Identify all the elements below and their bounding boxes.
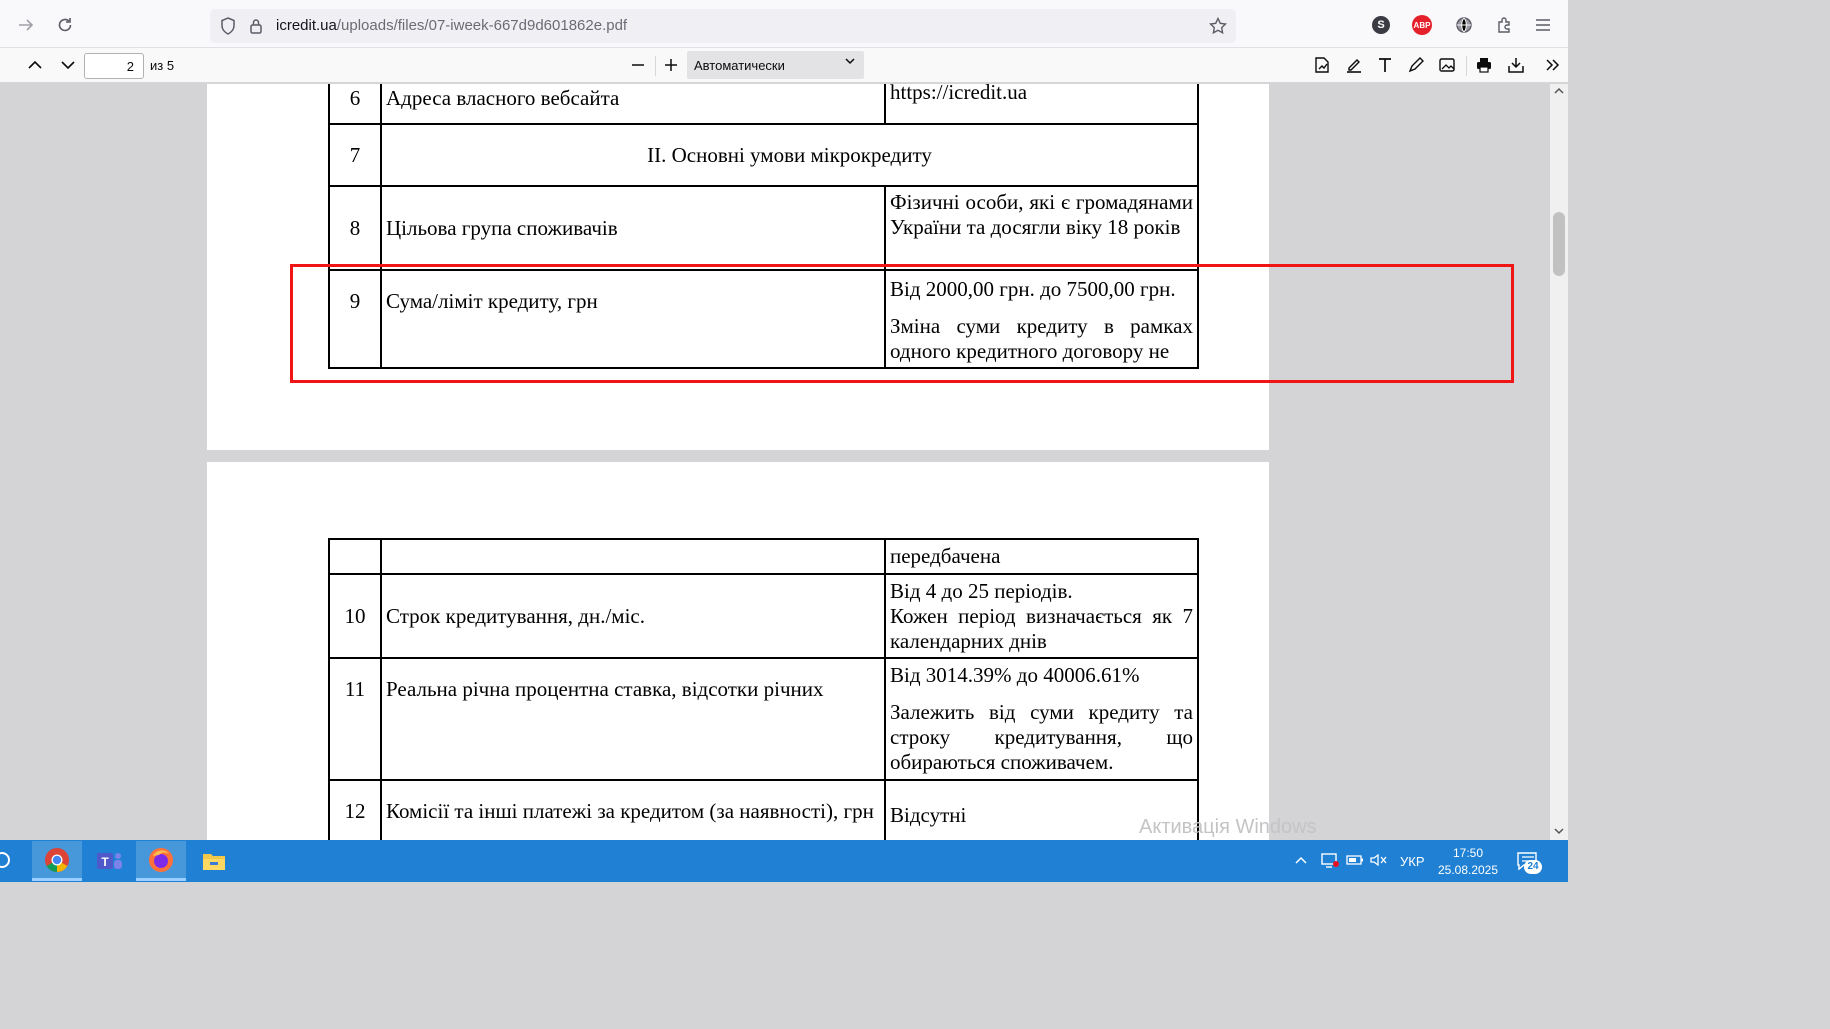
file-explorer-taskbar-icon[interactable] [189,841,239,881]
row-value [885,574,1198,658]
clock[interactable] [1437,845,1499,879]
battery-icon[interactable] [1346,852,1364,873]
draw-icon[interactable] [1402,51,1430,79]
previous-page-icon[interactable] [21,51,49,79]
row-number: 7 [329,124,381,186]
svg-text:T: T [101,855,109,869]
row-number: 10 [329,574,381,658]
row-number: 12 [329,780,381,840]
red-highlight-box [290,264,1514,383]
input-language[interactable]: УКР [1400,854,1425,869]
url-domain: icredit.ua [276,17,337,34]
row-number: 11 [329,658,381,780]
scroll-up-icon[interactable] [1553,86,1565,99]
chevron-down-icon [844,55,856,70]
url-text [276,17,627,34]
edit-signature-icon[interactable] [1308,51,1336,79]
table-row [329,658,1198,780]
windows-taskbar [0,840,1568,882]
section-heading: ІІ. Основні умови мікрокредиту [381,124,1198,186]
value-text: Зміна суми кредиту в рамках одного кредитного договору не [890,313,1193,363]
more-tools-icon[interactable] [1538,51,1566,79]
toolbar-divider [1466,56,1467,76]
row-value [885,186,1198,270]
value-text: Кожен період визначається як 7 календарних днів [890,603,1193,653]
value-text: Залежить від суми кредиту та строку кредитування, що обираються споживачем. [890,700,1193,774]
reload-icon[interactable] [51,11,79,39]
row-value [885,539,1198,574]
value-text: Від 3014.39% до 40006.61% [890,663,1140,687]
volume-muted-icon[interactable] [1369,852,1389,873]
save-download-icon[interactable] [1502,51,1530,79]
lock-icon[interactable] [242,12,270,40]
forward-icon[interactable] [12,11,40,39]
extensions-puzzle-icon[interactable] [1491,11,1519,39]
row-number: 6 [329,84,381,124]
row-value [885,84,1198,124]
account-avatar[interactable] [1367,11,1395,39]
teams-taskbar-icon[interactable] [84,841,134,881]
clock-date: 25.08.2025 [1437,863,1499,877]
row-label: Цільова група споживачів [381,186,885,270]
conditions-table [328,538,1199,840]
url-bar[interactable] [210,9,1236,43]
value-text: Фізичні особи, які є громадянами України та досягли віку 18 років [890,190,1193,239]
value-text: Відсутні [890,802,967,827]
value-text: https://icredit.ua [890,84,1028,104]
table-row [329,84,1198,124]
table-row [329,574,1198,658]
chevron-up-icon[interactable] [1294,853,1308,871]
pdf-page [207,462,1269,840]
zoom-value: Автоматически [694,58,785,73]
zoom-in-icon[interactable] [657,51,685,79]
bookmark-star-icon[interactable] [1204,12,1232,40]
value-text: Від 2000,00 грн. до 7500,00 грн. [890,276,1176,301]
windows-activation-watermark [1139,816,1509,840]
table-row [329,539,1198,574]
table-row [329,780,1198,840]
row-label [381,539,885,574]
network-icon[interactable] [1320,851,1340,874]
pdf-toolbar [0,48,1568,83]
row-label: Сума/ліміт кредиту, грн [381,270,885,368]
menu-icon[interactable] [1529,11,1557,39]
vertical-scrollbar[interactable] [1550,84,1568,840]
value-text: Від 4 до 25 періодів. [890,578,1073,603]
notifications-icon[interactable] [1516,850,1540,877]
print-icon[interactable] [1470,51,1498,79]
watermark-title: Активація Windows [1139,816,1317,838]
globe-extension-icon[interactable] [1450,11,1478,39]
shield-icon[interactable] [214,12,242,40]
zoom-select[interactable] [687,51,864,79]
zoom-out-icon[interactable] [624,51,652,79]
highlight-icon[interactable] [1340,51,1368,79]
row-number: 9 [329,270,381,368]
row-label: Адреса власного вебсайта [381,84,885,124]
url-path: /uploads/files/07-iweek-667d9d601862e.pdf [336,17,628,34]
page-count-label: из 5 [150,58,175,73]
add-image-icon[interactable] [1433,51,1461,79]
pdf-viewer[interactable] [0,84,1550,840]
toolbar-divider [655,56,656,76]
table-row [329,124,1198,186]
adblock-extension-icon[interactable] [1408,11,1436,39]
clock-time: 17:50 [1452,846,1484,860]
search-circle-icon[interactable] [0,852,10,868]
text-tool-icon[interactable] [1371,51,1399,79]
scrollbar-thumb[interactable] [1553,212,1565,276]
row-number: 8 [329,186,381,270]
account-initial: S [1372,16,1390,34]
chrome-taskbar-icon[interactable] [32,841,82,881]
scroll-down-icon[interactable] [1553,826,1565,839]
row-label: Комісії та інші платежі за кредитом (за наявності), грн [381,780,885,840]
row-label: Реальна річна процентна ставка, відсотки річних [381,658,885,780]
browser-navbar [0,0,1568,48]
row-value [885,658,1198,780]
page-number-input[interactable]: 2 [84,53,144,79]
notification-count: 24 [1524,860,1542,874]
adblock-badge: ABP [1412,15,1432,35]
table-row [329,186,1198,270]
row-label: Строк кредитування, дн./міс. [381,574,885,658]
next-page-icon[interactable] [54,51,82,79]
value-text: передбачена [890,544,1001,568]
firefox-taskbar-icon[interactable] [136,841,186,881]
row-number [329,539,381,574]
